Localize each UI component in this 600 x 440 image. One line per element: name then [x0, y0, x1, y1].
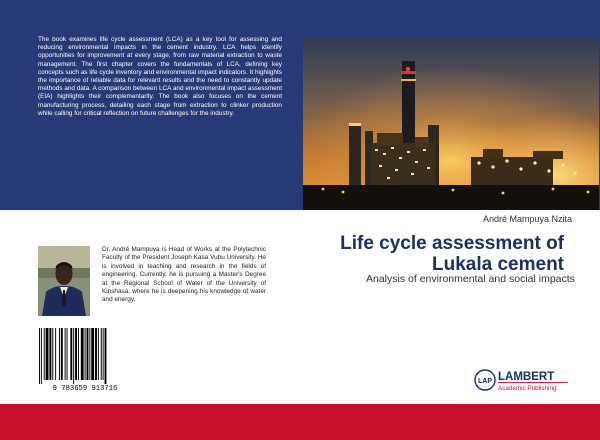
book-title-line-2: Lukala cement — [432, 254, 564, 275]
publisher-logo — [474, 366, 570, 394]
isbn-barcode — [35, 326, 135, 392]
cover-photo — [303, 37, 599, 210]
publisher-tagline: Academic Publishing — [498, 385, 557, 392]
book-title-line-1: Life cycle assessment of — [340, 233, 564, 254]
publisher-name: LAMBERT — [498, 371, 555, 383]
cover-red-band — [0, 404, 600, 440]
isbn-digits: 9 783659 913716 — [52, 385, 118, 392]
publisher-badge-text: LAP — [478, 378, 492, 385]
book-title — [334, 233, 564, 275]
author-photo — [38, 246, 90, 316]
author-name: André Mampuya Nzita — [482, 214, 572, 224]
author-bio: Dr. André Mampuya is Head of Works at the Polytechnic Faculty of the President Joseph Kasa Vubu University. He is involved in teaching and research in the fields of engineering. Currently, he is pursuing a Master's Degree at the Regional School of Water of the University of Kinshasa, where he is deepening his knowledge of water and energy. — [102, 246, 266, 304]
back-cover-blurb: The book examines life cycle assessment (LCA) as a key tool for assessing and reducing environmental impacts in the cement industry. LCA helps identify opportunities for improvement at every stage, from raw material extraction to waste management. The first chapter covers the fundamentals of LCA, defining key concepts such as life cycle inventory and environmental impact indicators. It highlights the importance of reliable data for relevant results and the need to constantly update methods and data. A comparison between LCA and environmental impact assessment (EIA) highlights their complementarity. The book also focuses on the cement manufacturing process, detailing each stage from extraction to clinker production while calling for critical reflection on future challenges for the industry. — [38, 36, 282, 117]
book-subtitle: Analysis of environmental and social impacts — [366, 273, 575, 285]
